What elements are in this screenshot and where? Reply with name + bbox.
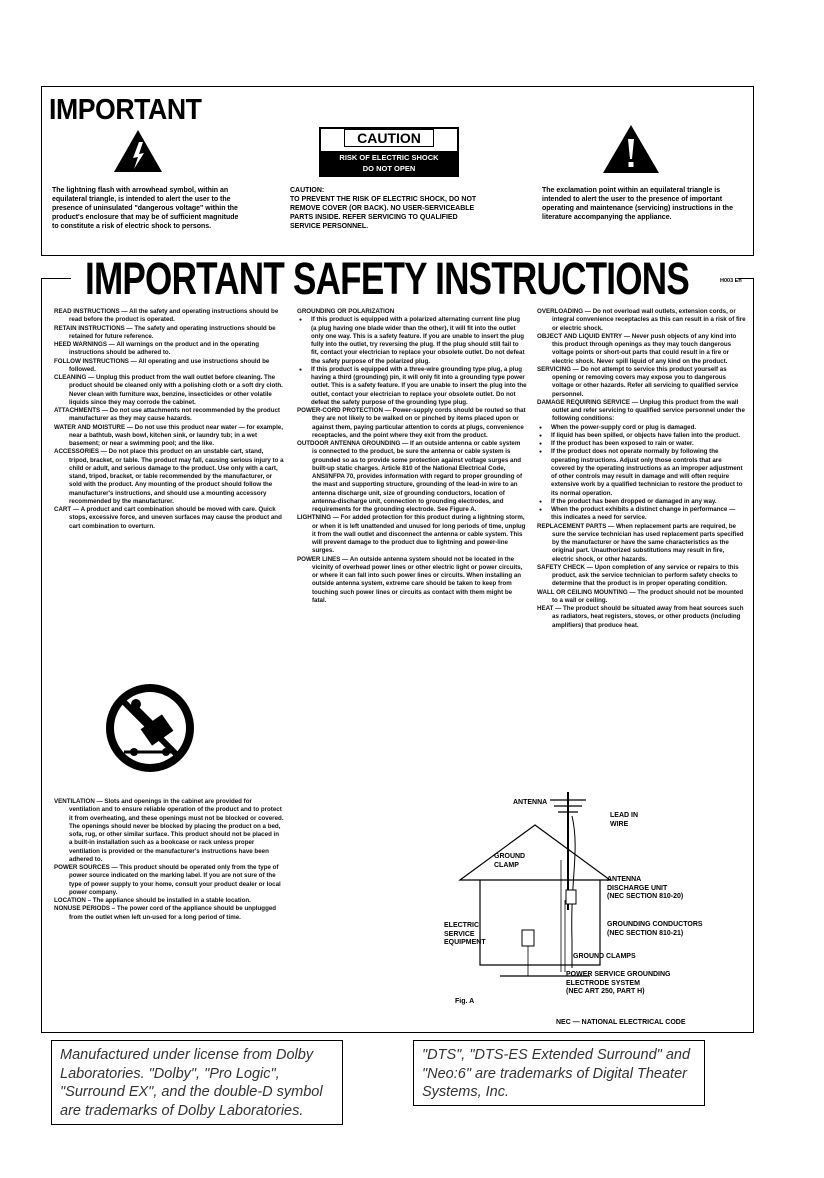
section-heading: CART	[54, 506, 72, 513]
text-line: The lightning flash with arrowhead symbol, within an	[52, 187, 229, 194]
text-line: DISCHARGE UNIT	[607, 884, 668, 892]
section-heading: ATTACHMENTS	[54, 407, 101, 414]
bullet-item: ● If this product is equipped with a three-wire grounding type plug, a plug having a third (grounding) pin, it will only fit into a grounding type power outlet. This is a safety feature. If you are unable to insert the plug into the outlet, contact your electrician to replace your obsolete outlet. Do not defeat the safety purpose of the grounding type plug.	[297, 366, 527, 407]
section-text: – The appliance should be installed in a stable location.	[85, 897, 251, 904]
bullet-item: ● When the product exhibits a distinct change in performance — this indicates a need for service.	[537, 506, 747, 523]
section-heading: SERVICING	[537, 365, 571, 373]
section	[54, 506, 284, 531]
section-text: — An outside antenna system should not be located in the vicinity of overhead power lines or other electric light or power circuits, or where it can fall into such power lines or circuits. When installing an outside antenna system, extreme care should be taken to keep from touching such power lines or circuits as contact with them might be fatal.	[312, 555, 523, 604]
text-line: "Neo:6" are trademarks of Digital Theater	[422, 1065, 687, 1082]
text-line: GROUND	[494, 853, 526, 860]
section-heading: VENTILATION	[54, 798, 95, 805]
figure-caption: Fig. A	[455, 998, 475, 1005]
section-text: — Power-supply cords should be routed so that they are not likely to be walked on or pinched by items placed upon or against them, paying particular attention to cords at plugs, convenience receptacles, and the point where they exit from the product.	[312, 407, 526, 439]
section-text: — Do not use attachments not recommended by the product manufacturer as they may cause hazards.	[69, 407, 280, 423]
document-code: H003 En	[720, 278, 742, 284]
dolby-trademark-box	[51, 1040, 343, 1125]
bullet-item: ● When the power-supply cord or plug is damaged.	[537, 424, 747, 432]
section-text: — All the safety and operating instructions should be read before the product is operated.	[69, 308, 279, 324]
section-text: — Slots and openings in the cabinet are provided for ventilation and to ensure reliable operation of the product and to protect it from overheating, and these openings must not be blocked or covered. The openings should never be blocked by placing the product on a bed, sofa, rug, or other similar surface. This product should not be placed in a built-in installation such as a bookcase or rack unless proper ventilation is provided or the manufacturer's instructions have been adhered to.	[69, 798, 284, 863]
text-line: PARTS INSIDE. REFER SERVICING TO QUALIFIED	[290, 213, 458, 221]
caution-band-line: RISK OF ELECTRIC SHOCK	[339, 153, 439, 162]
section-text: — This product should be operated only from the type of power source indicated on the marking label. If you are not sure of the type of power supply to your home, consult your product dealer or local power company.	[69, 864, 281, 896]
text-line: intended to alert the user to the presence of important	[542, 195, 723, 203]
section	[537, 523, 747, 564]
label-electrode-system	[566, 971, 671, 997]
caution-band	[321, 151, 457, 175]
section-text: — Do not attempt to service this product yourself as opening or removing covers may expose you to dangerous voltage or other hazards. Refer all servicing to qualified service personnel.	[552, 365, 739, 398]
text-line: literature accompanying the appliance.	[542, 213, 672, 221]
section-heading: LIGHTNING	[297, 514, 332, 522]
text-line: "DTS", "DTS-ES Extended Surround" and	[422, 1047, 691, 1063]
section-heading: WALL OR CEILING MOUNTING	[537, 588, 628, 596]
section	[297, 514, 527, 555]
house-roof	[460, 825, 610, 880]
column-3	[537, 308, 747, 630]
section	[297, 308, 527, 316]
text-line: ANTENNA	[607, 876, 642, 883]
section-heading: SAFETY CHECK	[537, 563, 586, 571]
exclamation-description	[542, 187, 752, 223]
section-heading: NONUSE PERIODS	[54, 905, 111, 913]
text-line: to constitute a risk of electric shock to persons.	[52, 222, 212, 230]
section	[54, 407, 284, 424]
nec-legend: NEC — NATIONAL ELECTRICAL CODE	[556, 1019, 686, 1026]
label-discharge-unit	[607, 876, 683, 902]
section	[537, 399, 747, 424]
column-1-lower	[54, 798, 284, 922]
section	[54, 325, 284, 342]
section-heading: REPLACEMENT PARTS	[537, 522, 607, 530]
section-text: — Upon completion of any service or repairs to this product, ask the service technician to perform safety checks to determine that the product is in proper operating condition.	[552, 563, 739, 588]
section-text: — A product and cart combination should be moved with care. Quick stops, excessive force, and uneven surfaces may cause the product and cart combination to overturn.	[69, 506, 282, 530]
text-line: (NEC SECTION 810-20)	[607, 893, 684, 900]
bullet-item: ● If this product is equipped with a polarized alternating current line plug (a plug having one blade wider than the other), it will fit into the outlet only one way. This is a safety feature. If you are unable to insert the plug fully into the outlet, try reversing the plug. If the plug should still fail to fit, contact your electrician to replace your obsolete outlet. Do not defeat the safety purpose of the polarized plug.	[297, 316, 527, 366]
text-line: EQUIPMENT	[444, 939, 486, 946]
section	[537, 333, 747, 366]
section-heading: HEED WARNINGS	[54, 341, 107, 348]
section-heading: READ INSTRUCTIONS	[54, 308, 120, 315]
section	[54, 341, 284, 358]
discharge-unit	[566, 890, 576, 904]
lightning-triangle-icon	[112, 128, 164, 174]
section-heading: RETAIN INSTRUCTIONS	[54, 324, 125, 332]
section	[54, 374, 284, 407]
text-line: Systems, Inc.	[422, 1084, 510, 1100]
text-line: "Surround EX", and the double-D symbol	[60, 1084, 323, 1100]
section-text: — The safety and operating instructions should be retained for future reference.	[69, 324, 276, 340]
section-heading: POWER-CORD PROTECTION	[297, 407, 383, 414]
section	[54, 798, 284, 864]
section-text: — Do not place this product on an unstable cart, stand, tripod, bracket, or table. The product may fall, causing serious injury to a child or adult, and serious damage to the product. Use only with a cart, stand, tripod, bracket, or table recommended by the manufacturer, or sold with the product. Any mounting of the product should follow the manufacturer's instructions, and should use a mounting accessory recommended by the manufacturer.	[69, 448, 284, 505]
text-line: TO PREVENT THE RISK OF ELECTRIC SHOCK, DO NOT	[290, 195, 477, 203]
label-grounding-conductors	[607, 921, 703, 938]
section-text: — For added protection for this product during a lightning storm, or when it is left unattended and unused for long periods of time, unplug it from the wall outlet and disconnect the antenna or cable system. This will prevent damage to the product due to lightning and power-line surges.	[312, 514, 526, 555]
section-text: — If an outside antenna or cable system is connected to the product, be sure the antenna or cable system is grounded so as to provide some protection against voltage surges and built-up static charges. Article 810 of the National Electrical Code, ANSI/NFPA 70, provides information with regard to proper grounding of the mast and supporting structure, grounding of the lead-in wire to an antenna discharge unit, size of grounding conductors, location of antenna-discharge unit, connection to grounding electrodes, and requirements for the grounding electrode. See Figure A.	[312, 440, 523, 513]
section-heading: WATER AND MOISTURE	[54, 423, 126, 431]
text-line: Manufactured under license from Dolby	[60, 1047, 314, 1063]
section-heading: OUTDOOR ANTENNA GROUNDING	[297, 440, 401, 447]
section	[537, 366, 747, 399]
caution-label: CAUTION	[344, 129, 434, 147]
section-heading: OVERLOADING	[537, 308, 584, 315]
section-text: — All operating and use instructions should be followed.	[69, 357, 270, 373]
text-line: (NEC ART 250, PART H)	[566, 988, 645, 995]
text-line: operating and maintenance (servicing) instructions in the	[542, 204, 733, 212]
section-heading: CLEANING	[54, 374, 87, 381]
section-text: — Do not use this product near water — for example, near a bathtub, wash bowl, kitchen sink, or laundry tub; in a wet basement; or near a swimming pool; and the like.	[69, 423, 283, 447]
text-line: REMOVE COVER (OR BACK). NO USER-SERVICEABLE	[290, 204, 475, 212]
section	[54, 905, 284, 922]
section-text: — Do not overload wall outlets, extension cords, or integral convenience receptacles as this can result in a risk of fire or electric shock.	[552, 308, 746, 332]
text-line: POWER SERVICE GROUNDING	[566, 971, 671, 978]
column-1	[54, 308, 284, 531]
section-heading: LOCATION	[54, 897, 86, 904]
section-heading: ACCESSORIES	[54, 448, 100, 456]
section	[54, 864, 284, 897]
section	[297, 440, 527, 514]
bullet-item: ● If the product does not operate normally by following the operating instructions. Adjust only those controls that are covered by the operating instructions as an improper adjustment of other controls may result in damage and will often require extensive work by a qualified technician to restore the product to its normal operation.	[537, 448, 747, 498]
text-line: ELECTRODE SYSTEM	[566, 979, 640, 987]
section-text: — When replacement parts are required, be sure the service technician has used replacement parts specified by the manufacturer or have the same characteristics as the original part. Unauthorized substitutions may result in fire, electric shock, or other hazards.	[552, 522, 744, 563]
label-ground-clamp	[494, 853, 525, 870]
important-heading: IMPORTANT	[49, 94, 202, 126]
text-line: ELECTRIC	[444, 922, 479, 929]
text-line: CLAMP	[494, 861, 519, 869]
text-line: are trademarks of Dolby Laboratories.	[60, 1102, 304, 1119]
section-heading: DAMAGE REQUIRING SERVICE	[537, 398, 631, 406]
text-line: equilateral triangle, is intended to alert the user to the	[52, 195, 231, 203]
section	[537, 308, 747, 333]
section-text: — Unplug this product from the wall outlet and refer servicing to qualified service personnel under the following conditions:	[552, 398, 745, 423]
section-text: — The product should not be mounted to a wall or ceiling.	[552, 588, 744, 604]
text-line: Laboratories. "Dolby", "Pro Logic",	[60, 1065, 280, 1082]
text-line: GROUNDING CONDUCTORS	[607, 921, 703, 928]
dts-trademark-box	[413, 1040, 705, 1106]
text-line: CAUTION:	[290, 187, 325, 194]
safety-title: IMPORTANT SAFETY INSTRUCTIONS	[85, 253, 689, 304]
label-service-equipment	[444, 922, 486, 948]
text-line: product's enclosure that may be of sufficient magnitude	[52, 213, 239, 221]
service-equipment	[522, 930, 534, 946]
column-2	[297, 308, 527, 605]
section-heading: HEAT	[537, 605, 554, 612]
text-line: SERVICE	[444, 930, 475, 938]
section-text: — The product should be situated away from heat sources such as radiators, heat registers, stoves, or other products (including amplifiers) that produce heat.	[552, 605, 744, 629]
section-text: — Never push objects of any kind into this product through openings as they may touch dangerous voltage points or short-out parts that could result in a fire or electric shock. Never spill liquid of any kind on the product.	[552, 332, 737, 365]
section-heading: OBJECT AND LIQUID ENTRY	[537, 332, 623, 340]
text-line: LEAD IN	[610, 812, 638, 819]
label-antenna: ANTENNA	[513, 799, 548, 806]
caution-band-line: DO NOT OPEN	[362, 164, 416, 173]
section-heading: POWER LINES	[297, 555, 341, 563]
section-text: — Unplug this product from the wall outlet before cleaning. The product should be cleaned only with a polishing cloth or a soft dry cloth. Never clean with furniture wax, benzine, insecticides or other volatile liquids since they may corrode the cabinet.	[69, 374, 283, 406]
label-ground-clamps: GROUND CLAMPS	[573, 953, 636, 960]
text-line: WIRE	[610, 820, 629, 828]
caution-description	[290, 187, 520, 232]
section-heading: GROUNDING OR POLARIZATION	[297, 308, 395, 315]
bullet-item: ● If the product has been exposed to rain or water.	[537, 440, 747, 448]
text-line: (NEC SECTION 810-21)	[607, 929, 684, 937]
section	[54, 448, 284, 506]
section	[54, 897, 284, 905]
cart-warning-icon	[104, 682, 196, 774]
section-heading: FOLLOW INSTRUCTIONS	[54, 357, 129, 365]
text-line: The exclamation point within an equilateral triangle is	[542, 187, 721, 194]
section-text: — All warnings on the product and in the operating instructions should be adhered to.	[69, 341, 260, 357]
section	[54, 424, 284, 449]
section	[537, 564, 747, 589]
section	[537, 589, 747, 606]
section	[297, 556, 527, 606]
bullet-item: ● If liquid has been spilled, or objects have fallen into the product.	[537, 432, 747, 440]
section	[54, 308, 284, 325]
section-text: – The power cord of the appliance should be unplugged from the outlet when left un-used for a long period of time.	[69, 905, 277, 921]
text-line: presence of uninsulated "dangerous voltage" within the	[52, 204, 238, 212]
section	[297, 407, 527, 440]
label-lead-in	[610, 812, 638, 829]
lightning-description	[52, 187, 267, 232]
section-heading: POWER SOURCES	[54, 864, 110, 871]
title-rule-left	[41, 278, 71, 279]
section	[54, 358, 284, 375]
bullet-item: ● If the product has been dropped or damaged in any way.	[537, 498, 747, 506]
exclamation-triangle-icon	[601, 123, 661, 175]
text-line: SERVICE PERSONNEL.	[290, 222, 369, 230]
section	[537, 605, 747, 630]
